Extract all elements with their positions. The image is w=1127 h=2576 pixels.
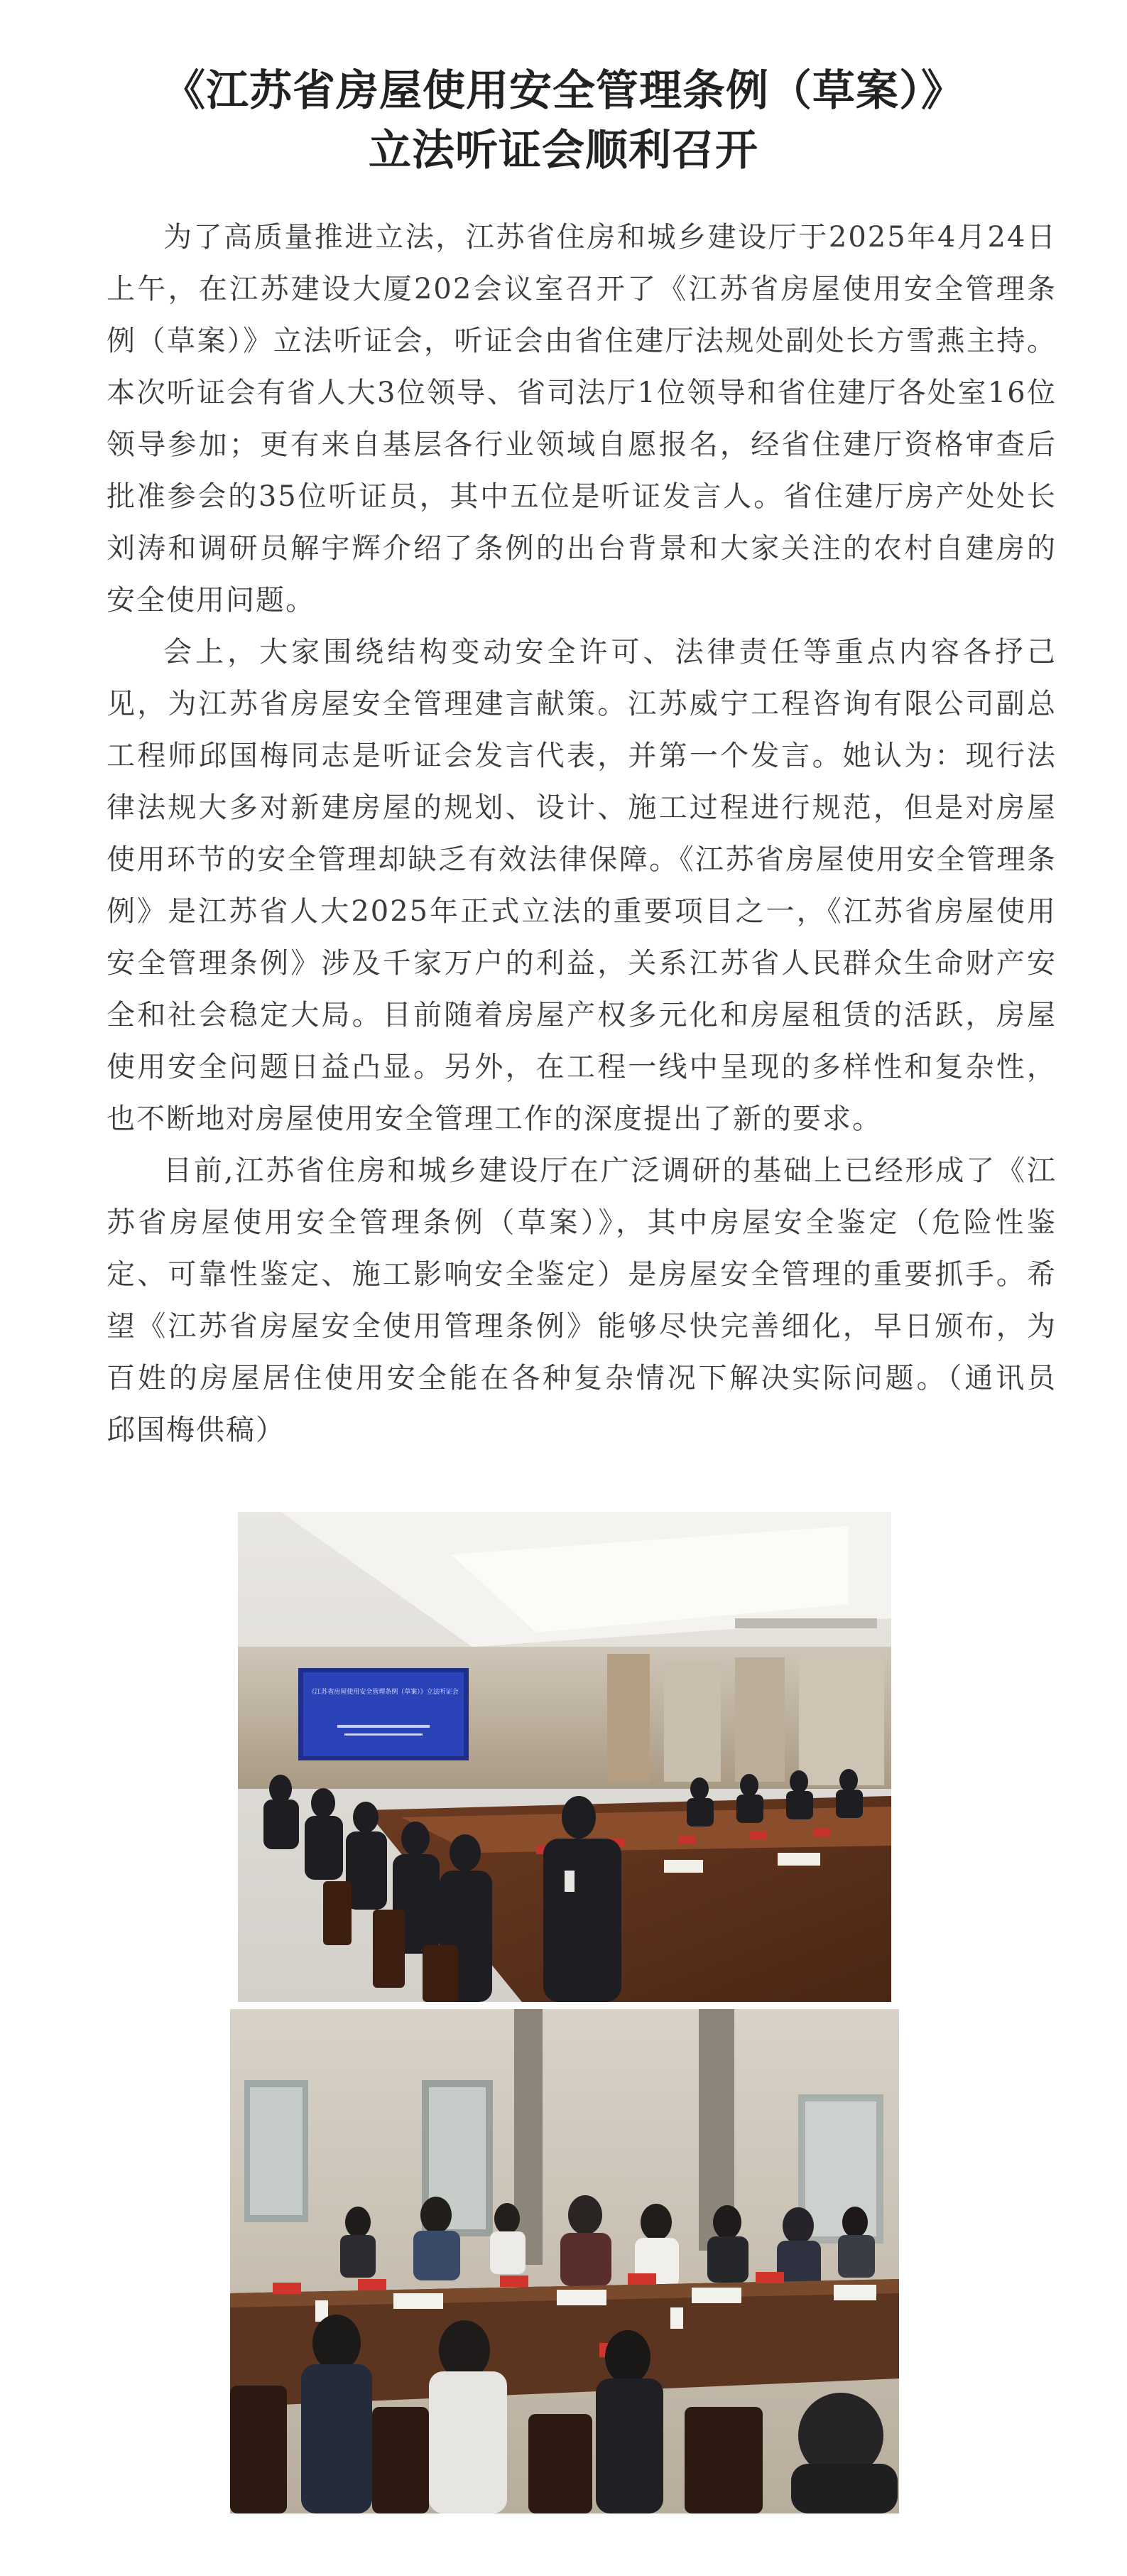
article-title — [0, 61, 1127, 180]
article-paragraph-3: 目前,江苏省住房和城乡建设厅在广泛调研的基础上已经形成了《江苏省房屋使用安全管理条例（草案）》，其中房屋安全鉴定（危险性鉴定、可靠性鉴定、施工影响安全鉴定）是房屋安全管理的重要抓手。希望《江苏省房屋安全使用管理条例》能够尽快完善细化，早日颁布，为百姓的房屋居住使用安全能在各种复杂情况下解决实际问题。（通讯员 邱国梅供稿） — [107, 1154, 1057, 1446]
article-body — [107, 212, 1057, 1456]
article-title-line-2: 立法听证会顺利召开 — [369, 126, 758, 175]
article-title-line-1: 《江苏省房屋使用安全管理条例（草案）》 — [163, 66, 964, 116]
article-paragraph-2: 会上，大家围绕结构变动安全许可、法律责任等重点内容各抒己见，为江苏省房屋安全管理建言献策。江苏威宁工程咨询有限公司副总工程师邱国梅同志是听证会发言代表，并第一个发言。她认为：现行法律法规大多对新建房屋的规划、设计、施工过程进行规范，但是对房屋使用环节的安全管理却缺乏有效法律保障。《江苏省房屋使用安全管理条例》是江苏省人大2025年正式立法的重要项目之一，《江苏省房屋使用安全管理条例》涉及千家万户的利益，关系江苏省人民群众生命财产安全和社会稳定大局。目前随着房屋产权多元化和房屋租赁的活跃，房屋使用安全问题日益凸显。另外，在工程一线中呈现的多样性和复杂性，也不断地对房屋使用安全管理工作的深度提出了新的要求。 — [107, 636, 1057, 1135]
participants-photo — [230, 2009, 899, 2513]
hearing-room-photo — [238, 1512, 891, 2002]
article-paragraph-1: 为了高质量推进立法，江苏省住房和城乡建设厅于2025年4月24日上午，在江苏建设大厦202会议室召开了《江苏省房屋使用安全管理条例（草案）》立法听证会，听证会由省住建厅法规处副处长方雪燕主持。本次听证会有省人大3位领导、省司法厅1位领导和省住建厅各处室16位领导参加；更有来自基层各行业领域自愿报名，经省住建厅资格审查后批准参会的35位听证员，其中五位是听证发言人。省住建厅房产处处长刘涛和调研员解宇辉介绍了条例的出台背景和大家关注的农村自建房的安全使用问题。 — [107, 221, 1057, 617]
screen-caption: 《江苏省房屋使用安全管理条例（草案）》立法听证会 — [308, 1689, 459, 1696]
